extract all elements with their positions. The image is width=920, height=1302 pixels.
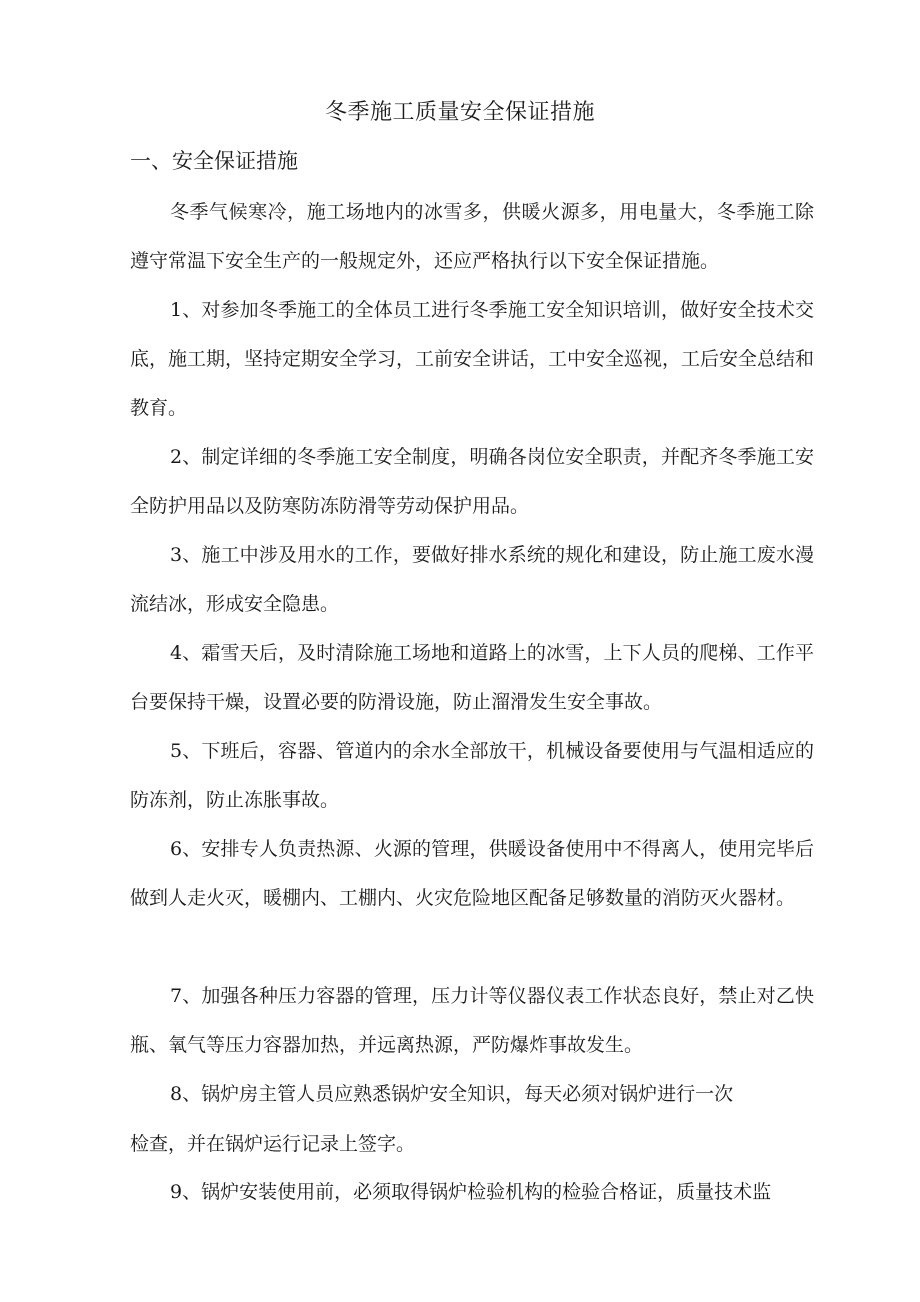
list-item-8-line-2: 检查，并在锅炉运行记录上签字。: [130, 1133, 416, 1155]
list-item: 1、对参加冬季施工的全体员工进行冬季施工安全知识培训，做好安全技术交底，施工期，坚持定期安全学习，工前安全讲话，工中安全巡视，工后安全总结和教育。: [130, 299, 815, 419]
list-item: 6、安排专人负责热源、火源的管理，供暖设备使用中不得离人，使用完毕后做到人走火灭，暖棚内、工棚内、火灾危险地区配备足够数量的消防灭火器材。: [130, 838, 814, 909]
section-heading: 一、安全保证措施: [130, 149, 298, 173]
list-item-8-line-1: 8、锅炉房主管人员应熟悉锅炉安全知识，每天必须对锅炉进行一次: [170, 1083, 734, 1105]
document-title: 冬季施工质量安全保证措施: [324, 100, 595, 125]
list-item: 2、制定详细的冬季施工安全制度，明确各岗位安全职责，并配齐冬季施工安全防护用品以及防寒防冻防滑等劳动保护用品。: [130, 446, 814, 517]
list-item: 4、霜雪天后，及时清除施工场地和道路上的冰雪，上下人员的爬梯、工作平台要保持干燥，设置必要的防滑设施，防止溜滑发生安全事故。: [130, 642, 814, 713]
list-item: 5、下班后，容器、管道内的余水全部放干，机械设备要使用与气温相适应的防冻剂，防止冻胀事故。: [130, 740, 814, 811]
intro-paragraph: 冬季气候寒冷，施工场地内的冰雪多，供暖火源多，用电量大，冬季施工除遵守常温下安全生产的一般规定外，还应严格执行以下安全保证措施。: [130, 201, 814, 272]
list-item: 3、施工中涉及用水的工作，要做好排水系统的规化和建设，防止施工废水漫流结冰，形成安全隐患。: [130, 544, 814, 615]
list-item-9: 9、锅炉安装使用前，必须取得锅炉检验机构的检验合格证，质量技术监: [170, 1181, 772, 1203]
list-item: 7、加强各种压力容器的管理，压力计等仪器仪表工作状态良好，禁止对乙快瓶、氧气等压力容器加热，并远离热源，严防爆炸事故发生。: [130, 985, 814, 1056]
